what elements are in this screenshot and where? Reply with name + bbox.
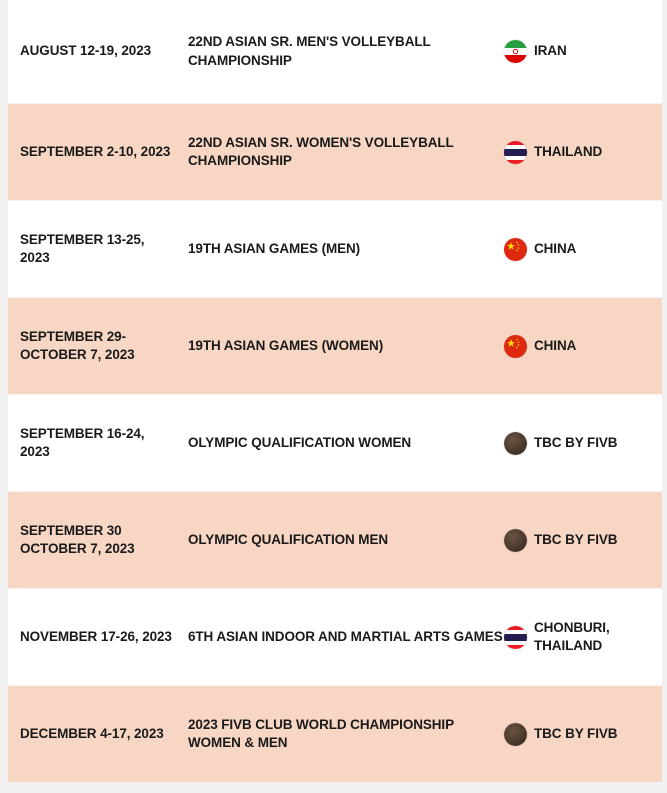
event-title: 22ND ASIAN SR. MEN'S VOLLEYBALL CHAMPIONSHIP <box>188 34 431 68</box>
event-venue: TBC BY FIVB <box>534 434 618 450</box>
event-venue: TBC BY FIVB <box>534 725 618 741</box>
table-row <box>8 298 662 395</box>
event-venue: IRAN <box>534 43 567 59</box>
thailand-flag-icon <box>504 626 527 649</box>
table-row <box>8 395 662 492</box>
event-venue: THAILAND <box>534 143 603 159</box>
tbc-placeholder-icon <box>504 723 527 746</box>
event-title: OLYMPIC QUALIFICATION MEN <box>188 531 389 547</box>
event-title: 19TH ASIAN GAMES (WOMEN) <box>188 337 384 353</box>
event-venue: CHONBURI, THAILAND <box>534 619 610 653</box>
event-date: SEPTEMBER 29- OCTOBER 7, 2023 <box>20 328 135 362</box>
tbc-placeholder-icon <box>504 529 527 552</box>
event-schedule-table <box>8 0 662 783</box>
china-flag-icon <box>504 238 527 261</box>
table-row <box>8 104 662 201</box>
table-row <box>8 201 662 298</box>
tbc-placeholder-icon <box>504 432 527 455</box>
thailand-flag-icon <box>504 141 527 164</box>
event-date: SEPTEMBER 30 OCTOBER 7, 2023 <box>20 522 135 556</box>
china-flag-icon <box>504 335 527 358</box>
event-title: OLYMPIC QUALIFICATION WOMEN <box>188 434 412 450</box>
event-date: NOVEMBER 17-26, 2023 <box>20 628 172 644</box>
event-date: AUGUST 12-19, 2023 <box>20 43 152 59</box>
event-date: SEPTEMBER 16-24, 2023 <box>20 425 145 459</box>
event-venue: CHINA <box>534 240 577 256</box>
table-row <box>8 589 662 686</box>
event-title: 22ND ASIAN SR. WOMEN'S VOLLEYBALL CHAMPIONSHIP <box>188 134 454 168</box>
iran-flag-icon <box>504 40 527 63</box>
event-title: 6TH ASIAN INDOOR AND MARTIAL ARTS GAMES <box>188 628 503 644</box>
table-row <box>8 492 662 589</box>
event-venue: TBC BY FIVB <box>534 531 618 547</box>
event-title: 2023 FIVB CLUB WORLD CHAMPIONSHIP WOMEN & MEN <box>188 716 454 750</box>
event-date: SEPTEMBER 2-10, 2023 <box>20 143 171 159</box>
event-date: DECEMBER 4-17, 2023 <box>20 725 164 741</box>
event-venue: CHINA <box>534 337 577 353</box>
table-row <box>8 686 662 783</box>
event-date: SEPTEMBER 13-25, 2023 <box>20 231 145 265</box>
table-row <box>8 0 662 104</box>
event-title: 19TH ASIAN GAMES (MEN) <box>188 240 361 256</box>
